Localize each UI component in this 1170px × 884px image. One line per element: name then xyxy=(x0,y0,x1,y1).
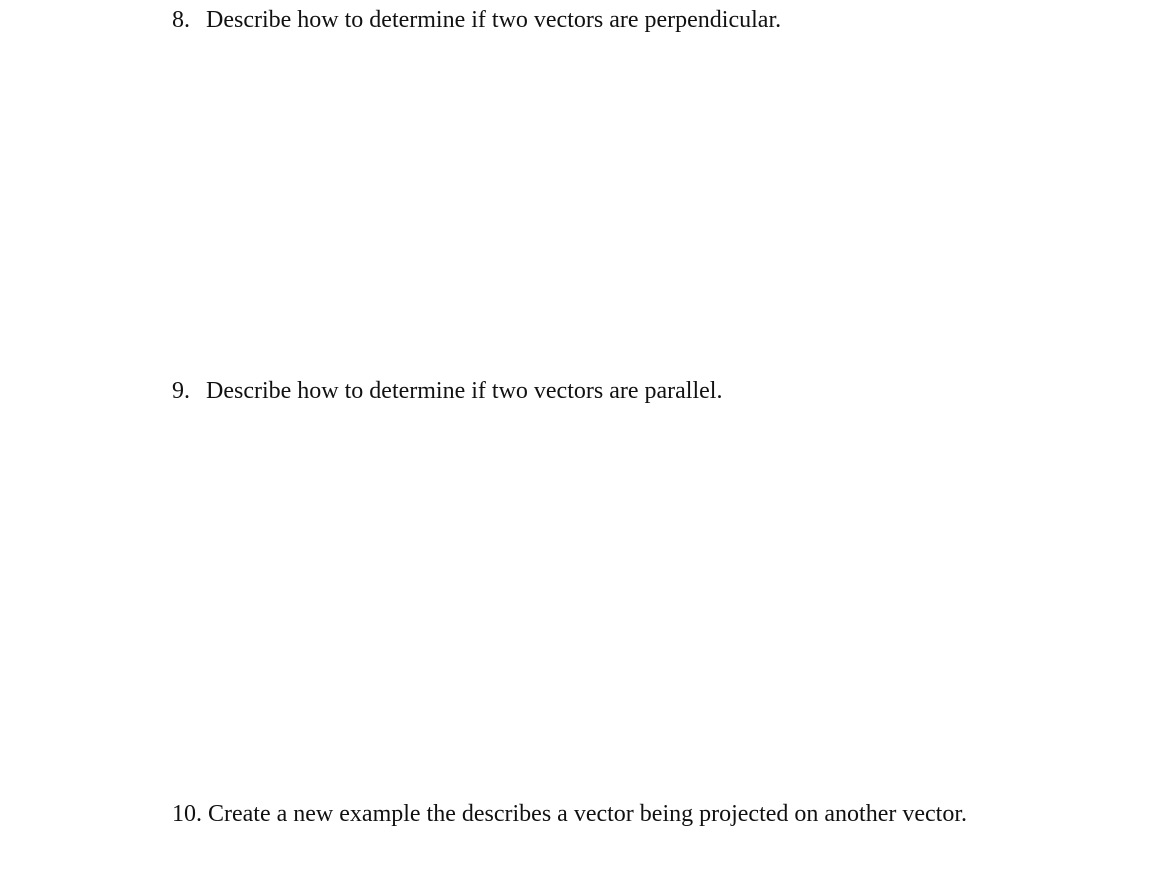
question-text: Describe how to determine if two vectors are parallel. xyxy=(206,378,723,404)
question-number: 9. xyxy=(172,378,190,404)
question-text: Create a new example the describes a vector being projected on another vector. xyxy=(208,801,967,827)
question-8 xyxy=(172,6,781,34)
question-number: 10. xyxy=(172,801,202,827)
question-text: Describe how to determine if two vectors are perpendicular. xyxy=(206,7,782,33)
question-number: 8. xyxy=(172,7,190,33)
question-9 xyxy=(172,377,722,405)
question-10 xyxy=(172,800,967,828)
